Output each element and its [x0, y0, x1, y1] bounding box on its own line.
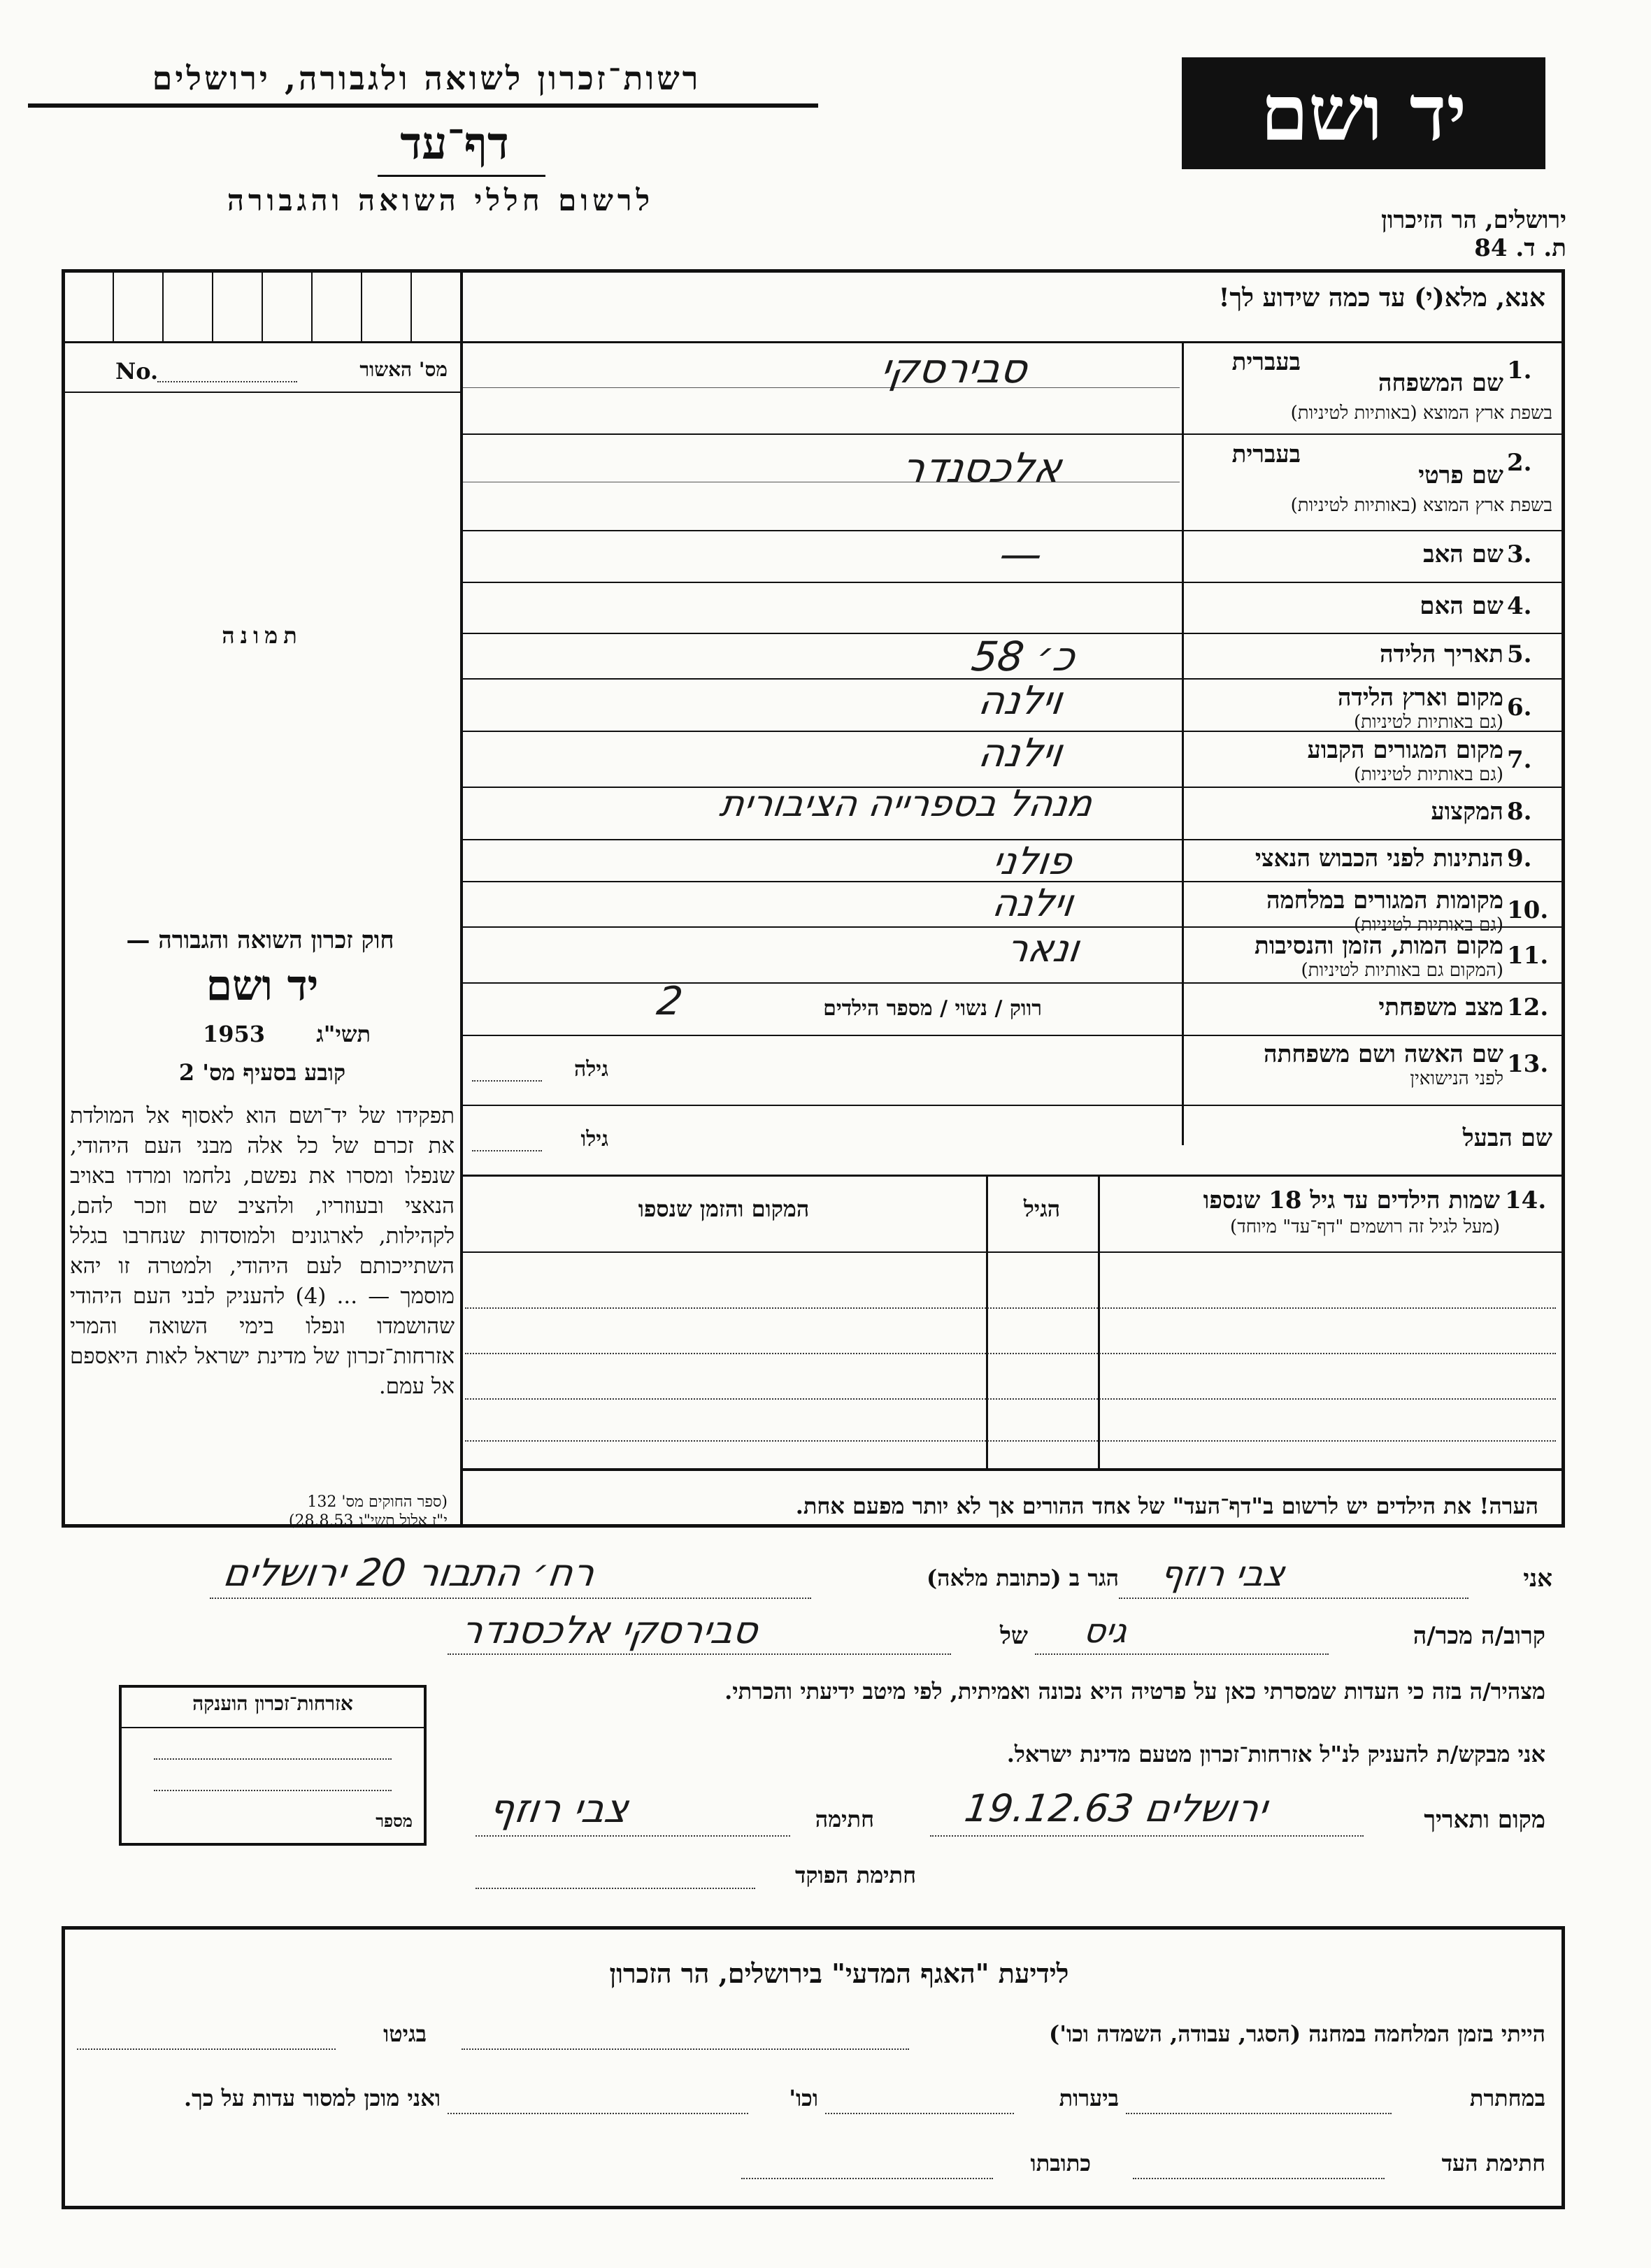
decl-of-line [448, 1653, 951, 1655]
children-col-place: המקום והזמן שנספו [638, 1196, 810, 1222]
field-handwritten-value: סבירסקי [878, 345, 1031, 392]
children-row-3 [465, 1398, 1556, 1400]
field-row-line [460, 1035, 1562, 1036]
children-col-div-1 [1098, 1175, 1100, 1468]
field-label: שם המשפחה [1378, 369, 1503, 397]
footer-title: לידיעת "האגף המדעי" בירושלים, הר הזכרון [609, 1958, 1069, 1989]
citizenship-dot-2 [154, 1790, 392, 1791]
decl-address-line [210, 1598, 811, 1599]
footer-line3-a: חתימת העד [1441, 2150, 1545, 2176]
decl-ani: אני [1523, 1565, 1552, 1593]
address-line1: ירושלים, הר הזיכרון [1381, 206, 1566, 234]
citizenship-title-line [122, 1727, 424, 1728]
law-reference-2: י"ז אלול תשי"ג 28.8.53) [288, 1512, 448, 1530]
field-number: 2. [1507, 449, 1532, 477]
decl-place-date-label: מקום ותאריך [1424, 1806, 1545, 1834]
instruction-text: אנא, מלא(י) עד כמה שידוע לך! [1218, 283, 1545, 313]
field-handwritten-value: וילנה [975, 678, 1066, 724]
authority-title: רשות־זכרון לשואה ולגבורה, ירושלים [152, 59, 701, 97]
photo-label: תמונה [222, 622, 303, 649]
law-year: 1953 [203, 1021, 266, 1047]
field-handwritten-value: פולני [989, 839, 1075, 883]
field-row-line [460, 582, 1562, 583]
field-number: 13. [1507, 1050, 1549, 1078]
decl-place-date-value: ירושלים 19.12.63 [962, 1786, 1271, 1830]
field-number: 4. [1507, 591, 1532, 620]
footer-line1-a: הייתי בזמן המלחמה במחנה (הסגר, עבודה, השמדה וכו') [1049, 2021, 1545, 2047]
field-label: שם האב [1423, 540, 1503, 568]
label-column-divider [1182, 341, 1184, 1145]
field-label: מקום המגורים הקבוע [1307, 736, 1503, 764]
age-dotline [472, 1080, 542, 1082]
children-num: 14. [1505, 1186, 1547, 1214]
law-text: תפקידו של יד־ושם הוא לאסוף אל המולדת את זכרם של כל אלה מבני העם היהודי, שנפלו ומסרו את נפשם, נלחמו ומרדו באויב הנאצי ובעוזריו, ולהציב שם וזכר להם, לקהילות, לארגונים ולמוסדות שנחרבו בגלל השתייכותם לעם היהודי, ולמטרה זו יהא מוסמך — ... (4) להעניק לבני העם היהודי שהושמדו ונפלו בימי השואה והמרי אזרחות־זכרון של מדינת ישראל לאות היאספם אל עמם. [70, 1103, 455, 1399]
field-number: 1. [1507, 357, 1532, 385]
children-row-1 [465, 1307, 1556, 1309]
decl-place-date-line [930, 1835, 1364, 1837]
decl-request: אני מבקש/ת להעניק לנ"ל אזרחות־זכרון מטעם מדינת ישראל. [1006, 1741, 1545, 1767]
field-sublabel: בשפת ארץ המוצא (באותיות לטיניות) [1290, 403, 1552, 424]
law-year-heb: תשי"ג [316, 1021, 371, 1047]
footer-line3-b: כתובתו [1030, 2150, 1091, 2176]
address-line2: ת. ד. 84 [1474, 234, 1566, 262]
top-row-divider [64, 341, 1562, 343]
decl-address-value: רח׳ התבור 20 ירושלים [220, 1551, 598, 1595]
decl-gar-label: הגר ב (כתובת מלאה) [927, 1565, 1119, 1591]
field-number: 7. [1507, 746, 1532, 774]
field-number: 3. [1507, 540, 1532, 568]
footer-line2-d: ואני מוכן למסור עדות על כך. [183, 2085, 441, 2111]
children-table-bottom [460, 1468, 1562, 1471]
decl-of-label: של [1000, 1622, 1028, 1650]
field-sublabel: (גם באותיות לטיניות) [1353, 914, 1503, 935]
note-text: הערה! את הילדים יש לרשום ב"דף־העד" של אחד ההורים אך לא יותר מפעם אחת. [795, 1493, 1538, 1519]
field-label: הנתינות לפני הכבוש הנאצי [1255, 845, 1503, 873]
field-row-line [460, 1105, 1562, 1106]
field-number: 6. [1507, 694, 1532, 722]
footer-line2-a-dots [1126, 2113, 1392, 2114]
law-reference-1: (ספר החוקים מס' 132 [307, 1493, 448, 1511]
field-number: 9. [1507, 845, 1532, 873]
approval-grid [64, 271, 460, 341]
age-label: גילו [580, 1127, 608, 1151]
field-label: המקצוע [1431, 797, 1503, 826]
children-row-4 [465, 1440, 1556, 1442]
footer-line2-c: וכו' [789, 2085, 818, 2111]
decl-signature-label: חתימה [815, 1806, 874, 1832]
footer-line1-a-dots [462, 2048, 909, 2050]
decl-of-value: סבירסקי אלכסנדר [458, 1608, 761, 1652]
field-label: שם האם [1420, 591, 1503, 620]
field-label: מצב משפחתי [1378, 993, 1503, 1021]
field-handwritten-value: ונאר [1003, 926, 1082, 970]
decl-signature-value: צבי רוזף [486, 1786, 631, 1832]
field-row-line [460, 982, 1562, 984]
citizenship-title: אזרחות־זכרון הוענקה [192, 1692, 353, 1715]
no-label: No. [115, 358, 159, 385]
decl-relation-value: גיס [1081, 1612, 1130, 1651]
law-name: יד ושם [206, 961, 319, 1010]
footer-line2-a: במחתרת [1469, 2085, 1545, 2111]
footer-line3-b-dots [741, 2178, 993, 2179]
form-title-underline [378, 175, 545, 177]
footer-line2-b-dots [825, 2113, 1014, 2114]
field-number: 12. [1507, 993, 1549, 1021]
approval-label: מס' האשור [359, 358, 448, 381]
no-dotline [157, 381, 297, 382]
children-head-line [460, 1251, 1562, 1253]
form-title: דף־עד [400, 117, 509, 170]
field-number: 8. [1507, 797, 1532, 826]
citizenship-dot-1 [154, 1758, 392, 1760]
field-label: שם הבעל [1462, 1124, 1552, 1152]
yad-vashem-logo: יד ושם [1182, 57, 1545, 169]
form-subtitle: לרשום חללי השואה והגבורה [227, 183, 655, 217]
children-col-age: הגיל [1023, 1196, 1061, 1222]
footer-line2-c-dots [448, 2113, 748, 2114]
field-label: מקום וארץ הלידה [1337, 684, 1503, 712]
decl-name-line [1119, 1598, 1468, 1599]
field-inner-line [463, 387, 1180, 388]
no-row-line [64, 392, 460, 393]
children-count-value: 2 [654, 979, 686, 1024]
law-clause: קובע בסעיף מס' 2 [178, 1059, 346, 1086]
law-title: חוק זכרון השואה והגבורה — [126, 926, 394, 954]
field-number: 10. [1507, 896, 1549, 924]
field-sublabel: (גם באותיות לטיניות) [1353, 764, 1503, 785]
decl-name-value: צבי רוזף [1157, 1553, 1287, 1594]
field-label: מקום המות, הזמן והנסיבות [1254, 932, 1503, 960]
field-hebrew-tag: בעברית [1231, 348, 1301, 376]
field-label: תאריך הלידה [1379, 640, 1503, 668]
field-hebrew-tag: בעברית [1231, 440, 1301, 468]
age-dotline [472, 1150, 542, 1151]
field-handwritten-value: אלכסנדר [899, 444, 1065, 491]
field-label: מקומות המגורים במלחמה [1266, 887, 1503, 914]
field-handwritten-value: כ׳ 58 [969, 633, 1078, 680]
age-label: גילה [573, 1057, 608, 1082]
field-sublabel: (גם באותיות לטיניות) [1353, 712, 1503, 733]
field-handwritten-value: וילנה [975, 731, 1066, 776]
left-column-divider [460, 271, 463, 1526]
marital-status-options: רווק / נשוי / מספר הילדים [823, 996, 1042, 1021]
children-row-2 [465, 1353, 1556, 1354]
decl-relative-label: קרוב/ה מכר/ה [1413, 1622, 1545, 1650]
children-table-top [460, 1175, 1562, 1177]
field-number: 5. [1507, 640, 1532, 668]
field-number: 11. [1507, 942, 1549, 970]
field-handwritten-value: מנהל בספרייה הציבורית [717, 783, 1095, 825]
footer-line2-b: ביערות [1059, 2085, 1119, 2111]
decl-signature-line [476, 1835, 790, 1837]
footer-line1-b: בגיטו [383, 2021, 427, 2047]
children-sub: (מעל לגיל זה רושמים "דף־עד" מיוחד) [1230, 1216, 1500, 1237]
footer-line3-a-dots [1133, 2178, 1385, 2179]
field-sublabel: לפני הנישואין [1410, 1068, 1503, 1089]
footer-line1-b-dots [77, 2048, 336, 2050]
field-label: שם האשה ושם משפחתה [1264, 1040, 1503, 1068]
field-handwritten-value: — [996, 530, 1045, 579]
field-handwritten-value: וילנה [989, 881, 1076, 925]
decl-relation-line [1035, 1653, 1329, 1655]
field-row-line [460, 433, 1562, 435]
field-sublabel: בשפת ארץ המוצא (באותיות לטיניות) [1290, 495, 1552, 516]
field-sublabel: (המקום גם באותיות לטיניות) [1301, 960, 1503, 981]
decl-officer-label: חתימת הפוקד [795, 1862, 916, 1888]
decl-statement: מצהיר/ה בזה כי העדות שמסרתי כאן על פרטיה היא נכונה ואמיתית, לפי מיטב ידיעתי והכרתי. [724, 1678, 1545, 1704]
decl-officer-line [476, 1888, 755, 1889]
field-label: שם פרטי [1418, 461, 1503, 489]
children-label: שמות הילדים עד גיל 18 שנספו [1203, 1186, 1500, 1214]
authority-underline [28, 103, 818, 108]
citizenship-number-label: מספר [376, 1811, 413, 1831]
